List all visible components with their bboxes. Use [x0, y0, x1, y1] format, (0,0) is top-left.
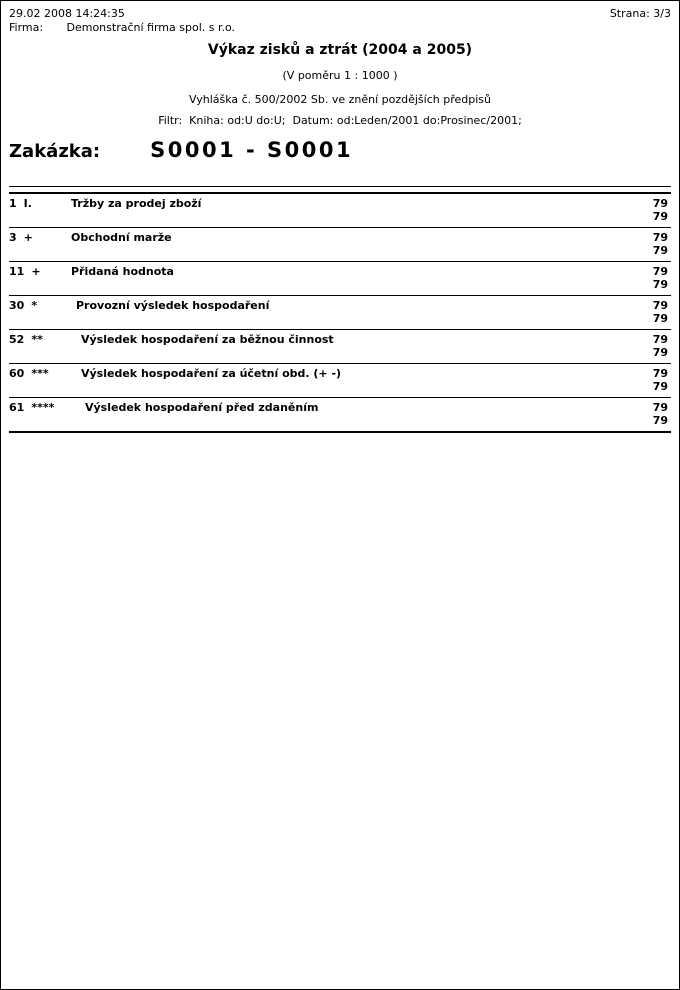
- row-value-period2: 79: [652, 414, 668, 427]
- row-value-period1: 79: [652, 231, 668, 244]
- ratio-note: (V poměru 1 : 1000 ): [282, 69, 398, 82]
- table-row: [9, 194, 671, 228]
- row-label: Výsledek hospodaření za běžnou činnost: [81, 333, 334, 346]
- firm-name: Demonstrační firma spol. s r.o.: [66, 21, 236, 34]
- order-row: [9, 137, 671, 165]
- table-row: [9, 262, 671, 296]
- table-row: [9, 364, 671, 398]
- table-top-rule: [9, 187, 671, 194]
- row-value-period2: 79: [652, 346, 668, 359]
- row-number: 61: [9, 401, 25, 414]
- row-label: Tržby za prodej zboží: [71, 197, 202, 210]
- order-range-value: S0001 - S0001: [150, 138, 354, 162]
- row-value-period2: 79: [652, 278, 668, 291]
- row-number: 1: [9, 197, 17, 210]
- row-label: Přidaná hodnota: [71, 265, 174, 278]
- row-marker: **: [31, 333, 43, 346]
- row-marker: +: [31, 265, 41, 278]
- meta-row: [1, 1, 679, 21]
- row-value-period1: 79: [652, 367, 668, 380]
- row-value-period1: 79: [652, 333, 668, 346]
- row-label: Provozní výsledek hospodaření: [76, 299, 270, 312]
- row-value-period1: 79: [652, 265, 668, 278]
- row-value-period2: 79: [652, 380, 668, 393]
- row-marker: +: [23, 231, 33, 244]
- table-row: [9, 296, 671, 330]
- row-label: Obchodní marže: [71, 231, 172, 244]
- row-number: 3: [9, 231, 17, 244]
- row-value-period2: 79: [652, 312, 668, 325]
- row-value-period2: 79: [652, 210, 668, 223]
- table-row: [9, 228, 671, 262]
- report-title: Výkaz zisků a ztrát (2004 a 2005): [207, 42, 473, 58]
- row-label: Výsledek hospodaření před zdaněním: [85, 401, 319, 414]
- report-table: [9, 186, 671, 433]
- row-marker: I.: [23, 197, 32, 210]
- table-row: [9, 330, 671, 364]
- row-value-period1: 79: [652, 401, 668, 414]
- row-number: 30: [9, 299, 25, 312]
- firm-row: [1, 21, 679, 35]
- row-value-period1: 79: [652, 197, 668, 210]
- row-marker: *: [31, 299, 38, 312]
- row-number: 60: [9, 367, 25, 380]
- firm-label: Firma:: [9, 21, 44, 34]
- row-value-period2: 79: [652, 244, 668, 257]
- report-datetime: 29.02 2008 14:24:35: [9, 7, 125, 20]
- page-indicator: Strana: 3/3: [609, 7, 671, 20]
- row-value-period1: 79: [652, 299, 668, 312]
- row-marker: ****: [31, 401, 55, 414]
- table-row: [9, 398, 671, 433]
- row-marker: ***: [31, 367, 49, 380]
- regulation-note: Vyhláška č. 500/2002 Sb. ve znění pozdějších předpisů: [188, 93, 491, 106]
- order-label: Zakázka:: [9, 141, 101, 162]
- row-number: 52: [9, 333, 25, 346]
- filter-note: Filtr: Kniha: od:U do:U; Datum: od:Leden/2001 do:Prosinec/2001;: [158, 114, 522, 127]
- row-number: 11: [9, 265, 25, 278]
- row-label: Výsledek hospodaření za účetní obd. (+ -): [81, 367, 342, 380]
